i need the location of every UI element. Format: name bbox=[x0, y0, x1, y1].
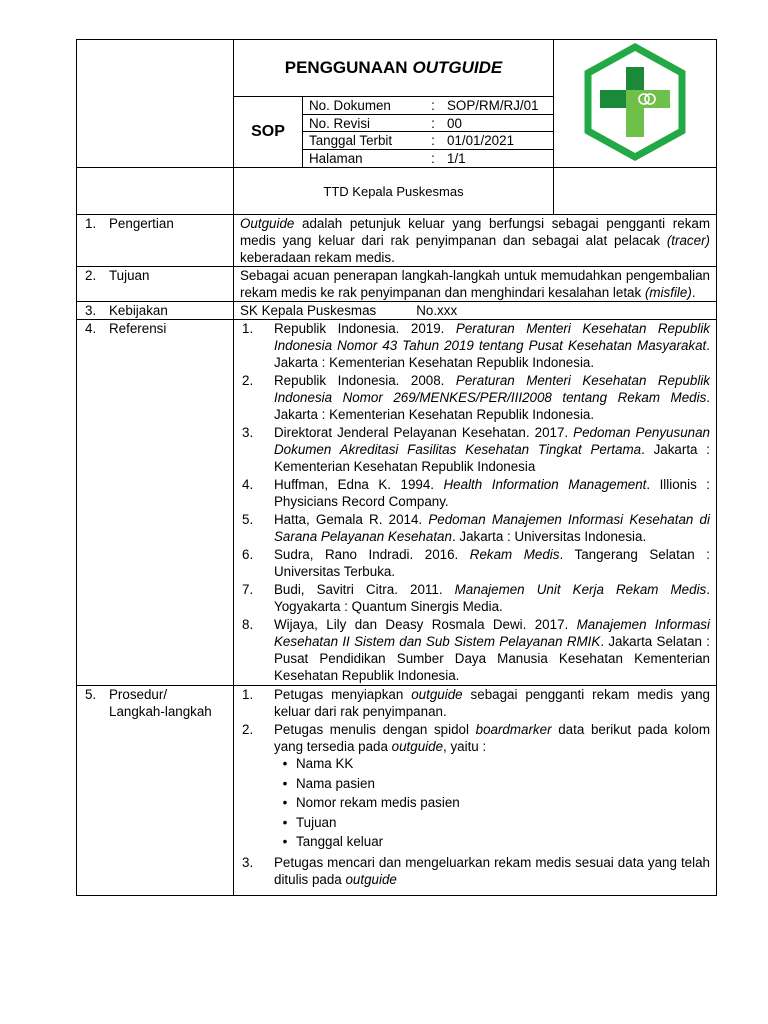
meta-label: Halaman bbox=[309, 150, 363, 166]
sop-label: SOP bbox=[234, 97, 303, 167]
text-italic: (misfile) bbox=[644, 285, 692, 300]
label-prosedur bbox=[77, 686, 234, 896]
logo-cell bbox=[554, 40, 717, 168]
ttd-right-blank bbox=[554, 168, 717, 215]
data-field-list bbox=[274, 755, 710, 852]
section-label: Tujuan bbox=[109, 268, 150, 283]
ttd-kepala-puskesmas: TTD Kepala Puskesmas bbox=[234, 168, 554, 215]
list-item: 4. Huffman, Edna K. 1994. Health Information Management. Illionis : Physicians Record Company. bbox=[242, 477, 711, 509]
section-label: Langkah-langkah bbox=[109, 704, 212, 719]
sop-table bbox=[76, 39, 717, 896]
meta-rows bbox=[303, 97, 553, 167]
list-item: 8. Wijaya, Lily dan Deasy Rosmala Dewi. 2017. Manajemen Informasi Kesehatan II Sistem dan Sub Sistem Pelayanan RMIK. Jakarta Selatan : Pusat Pendidikan Sumber Daya Manusia Kesehatan Kementerian Kesehatan Republik Indonesia. bbox=[242, 617, 710, 683]
section-label: Prosedur/ bbox=[109, 687, 168, 702]
label-referensi bbox=[77, 320, 234, 686]
list-item: • Nama KK bbox=[282, 756, 354, 771]
meta-colon: : bbox=[431, 133, 435, 148]
meta-value: 01/01/2021 bbox=[447, 133, 515, 148]
text: Sebagai acuan penerapan langkah-langkah untuk memudahkan pengembalian rekam medis ke rak penyimpanan dan menghindari kesalahan letak bbox=[240, 268, 710, 300]
sop-document bbox=[76, 39, 716, 896]
section-number: 2. bbox=[85, 268, 97, 283]
header-middle bbox=[234, 40, 554, 168]
section-number: 5. bbox=[85, 687, 97, 702]
text: . bbox=[691, 285, 696, 300]
list-item: 1. Petugas menyiapkan outguide sebagai pengganti rekam medis yang keluar dari rak penyimpanan. bbox=[242, 687, 710, 719]
list-item: 2. Petugas menulis dengan spidol boardmarker data berikut pada kolom yang tersedia pada outguide, yaitu : • Nama KK • Nama pasien • Nomor rekam medis pasien • Tujuan • Tanggal keluar bbox=[234, 721, 710, 853]
section-number: 4. bbox=[85, 321, 97, 336]
meta-colon: : bbox=[431, 98, 435, 113]
puskesmas-logo-icon bbox=[582, 43, 688, 161]
list-item: 7. Budi, Savitri Citra. 2011. Manajemen Unit Kerja Rekam Medis. Yogyakarta : Quantum Sinergis Media. bbox=[242, 582, 710, 614]
list-item: • Tujuan bbox=[282, 814, 337, 830]
content-kebijakan bbox=[234, 302, 717, 320]
section-label: Kebijakan bbox=[109, 303, 168, 318]
section-number: 1. bbox=[85, 216, 97, 231]
title-plain: PENGGUNAAN bbox=[284, 58, 408, 77]
content-prosedur bbox=[234, 686, 717, 896]
text: keberadaan rekam medis. bbox=[240, 250, 395, 265]
meta-label: No. Revisi bbox=[309, 115, 371, 131]
meta-label: No. Dokumen bbox=[309, 98, 391, 113]
list-item: 3. Direktorat Jenderal Pelayanan Kesehatan. 2017. Pedoman Penyusunan Dokumen Akreditasi Fasilitas Kesehatan Tingkat Pertama. Jakarta : Kementerian Kesehatan Republik Indonesia bbox=[242, 425, 711, 474]
list-item: • Nama pasien bbox=[282, 775, 375, 791]
list-item: 3. Petugas mencari dan mengeluarkan rekam medis sesuai data yang telah ditulis pada outguide bbox=[242, 854, 710, 887]
sk-number: No.xxx bbox=[416, 303, 458, 318]
content-tujuan bbox=[234, 267, 717, 302]
list-item: 2. Republik Indonesia. 2008. Peraturan Menteri Kesehatan Republik Indonesia Nomor 269/MENKES/PER/III2008 tentang Rekam Medis. Jakarta : Kementerian Kesehatan Republik Indonesia. bbox=[242, 373, 710, 422]
text: adalah petunjuk keluar yang berfungsi sebagai pengganti rekam medis yang keluar dari rak penyimpanan dan sebagai alat pelacak bbox=[240, 216, 710, 248]
label-tujuan bbox=[77, 267, 234, 302]
procedure-list bbox=[234, 686, 710, 888]
meta-row-halaman bbox=[303, 150, 553, 168]
title-italic: OUTGUIDE bbox=[412, 58, 503, 77]
label-kebijakan bbox=[77, 302, 234, 320]
meta-colon: : bbox=[431, 115, 435, 131]
meta-colon: : bbox=[431, 150, 435, 166]
meta-value: SOP/RM/RJ/01 bbox=[447, 98, 539, 113]
meta-value: 1/1 bbox=[447, 150, 466, 166]
list-item: • Nomor rekam medis pasien bbox=[282, 795, 460, 810]
reference-list bbox=[234, 320, 710, 684]
text-italic: (tracer) bbox=[666, 233, 710, 248]
list-item: 6. Sudra, Rano Indradi. 2016. Rekam Medis. Tangerang Selatan : Universitas Terbuka. bbox=[242, 547, 710, 579]
list-item: 1. Republik Indonesia. 2019. Peraturan Menteri Kesehatan Republik Indonesia Nomor 43 Tahun 2019 tentang Pusat Kesehatan Masyarakat. Jakarta : Kementerian Kesehatan Republik Indonesia. bbox=[242, 321, 710, 370]
meta-row-norevisi bbox=[303, 115, 553, 133]
list-item: • Tanggal keluar bbox=[282, 834, 384, 849]
label-pengertian bbox=[77, 215, 234, 267]
header-left-blank bbox=[77, 40, 234, 168]
content-pengertian bbox=[234, 215, 717, 267]
document-meta bbox=[234, 96, 553, 167]
section-label: Pengertian bbox=[109, 216, 174, 231]
list-item: 5. Hatta, Gemala R. 2014. Pedoman Manajemen Informasi Kesehatan di Sarana Pelayanan Kesehatan. Jakarta : Universitas Indonesia. bbox=[242, 512, 710, 544]
meta-label: Tanggal Terbit bbox=[309, 133, 393, 148]
content-referensi bbox=[234, 320, 717, 686]
meta-row-nodokumen bbox=[303, 97, 553, 115]
section-label: Referensi bbox=[109, 321, 167, 336]
section-number: 3. bbox=[85, 303, 97, 318]
text-italic: Outguide bbox=[240, 216, 295, 231]
ttd-left-blank bbox=[77, 168, 234, 215]
meta-row-tanggal bbox=[303, 132, 553, 150]
text: SK Kepala Puskesmas bbox=[240, 303, 377, 318]
meta-value: 00 bbox=[447, 115, 462, 131]
document-title bbox=[234, 40, 553, 96]
